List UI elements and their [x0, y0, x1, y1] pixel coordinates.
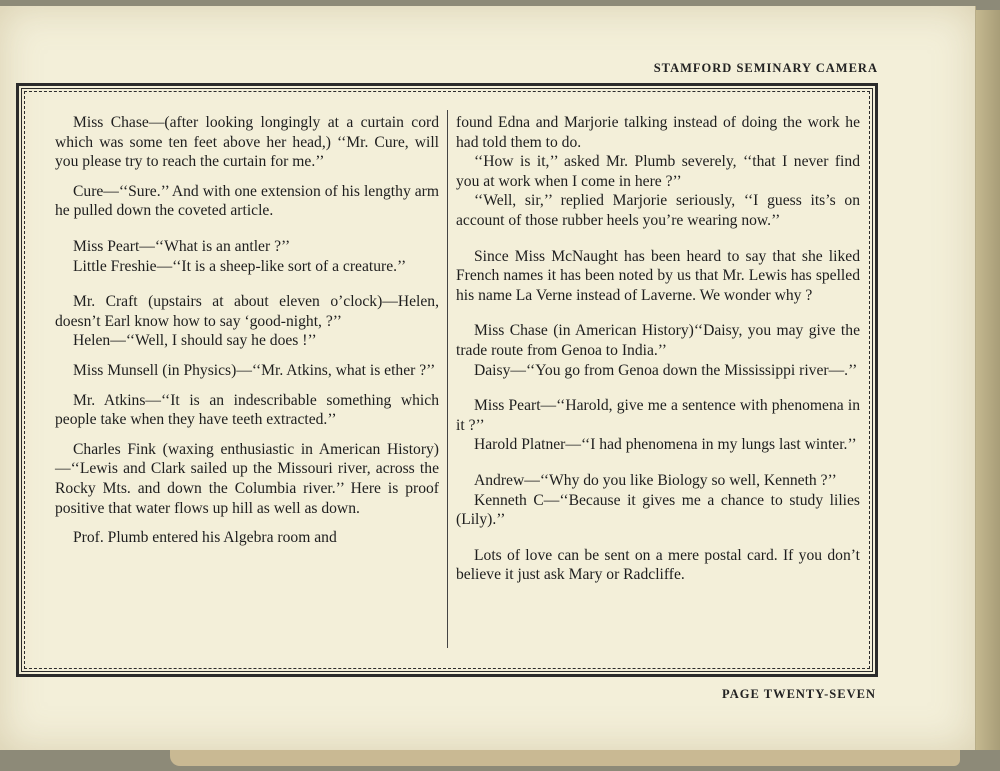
paragraph: ‘‘Well, sir,’’ replied Marjorie seriously, ‘‘I guess its’s on account of those rubber heels you’re wearing now.’’: [456, 192, 860, 229]
left-column: [55, 113, 439, 548]
paragraph: Lots of love can be sent on a mere postal card. If you don’t believe it just ask Mary or Radcliffe.: [456, 546, 860, 584]
paragraph: Cure—‘‘Sure.’’ And with one extension of his lengthy arm he pulled down the coveted article.: [55, 182, 439, 220]
paragraph: Miss Munsell (in Physics)—‘‘Mr. Atkins, what is ether ?’’: [73, 361, 436, 379]
paragraph: Daisy—‘‘You go from Genoa down the Mississippi river—.’’: [474, 361, 858, 379]
column-divider: [447, 110, 448, 648]
paragraph: Harold Platner—‘‘I had phenomena in my lungs last winter.’’: [474, 436, 857, 454]
paragraph: Miss Chase (in American History)‘‘Daisy, you may give the trade route from Genoa to India.’’: [456, 322, 860, 359]
paragraph: Mr. Atkins—‘‘It is an indescribable something which people take when they have teeth extracted.’’: [55, 391, 439, 429]
right-column: [456, 113, 860, 585]
paragraph: Prof. Plumb entered his Algebra room and: [73, 529, 337, 547]
paragraph: ‘‘How is it,’’ asked Mr. Plumb severely, ‘‘that I never find you at work when I come in here ?’’: [456, 153, 860, 190]
running-header: STAMFORD SEMINARY CAMERA: [653, 61, 878, 75]
page-number: PAGE TWENTY-SEVEN: [722, 687, 876, 701]
paragraph: Andrew—‘‘Why do you like Biology so well, Kenneth ?’’: [474, 471, 837, 489]
paragraph: Miss Peart—‘‘What is an antler ?’’: [73, 237, 291, 255]
paragraph: Helen—‘‘Well, I should say he does !’’: [73, 332, 317, 350]
paragraph: Miss Chase—(after looking longingly at a curtain cord which was some ten feet above her head,) ‘‘Mr. Cure, will you please try to reach the curtain for me.’’: [55, 114, 439, 171]
paragraph: found Edna and Marjorie talking instead of doing the work he had told them to do.: [456, 114, 860, 151]
paragraph: Mr. Craft (upstairs at about eleven o’clock)—Helen, doesn’t Earl know how to say ‘good-night, ?’’: [55, 293, 439, 330]
paragraph: Since Miss McNaught has been heard to say that she liked French names it has been noted by us that Mr. Lewis has spelled his name La Verne instead of Laverne. We wonder why ?: [456, 247, 860, 304]
paragraph: Charles Fink (waxing enthusiastic in American History)—‘‘Lewis and Clark sailed up the Missouri river, across the Rocky Mts. and down the Columbia river.’’ Here is proof positive that water flows up hill as well as down.: [55, 440, 439, 517]
paragraph: Miss Peart—‘‘Harold, give me a sentence with phenomena in it ?’’: [456, 397, 860, 434]
paragraph: Little Freshie—‘‘It is a sheep-like sort of a creature.’’: [73, 257, 407, 275]
paragraph: Kenneth C—‘‘Because it gives me a chance to study lilies (Lily).’’: [456, 491, 860, 529]
